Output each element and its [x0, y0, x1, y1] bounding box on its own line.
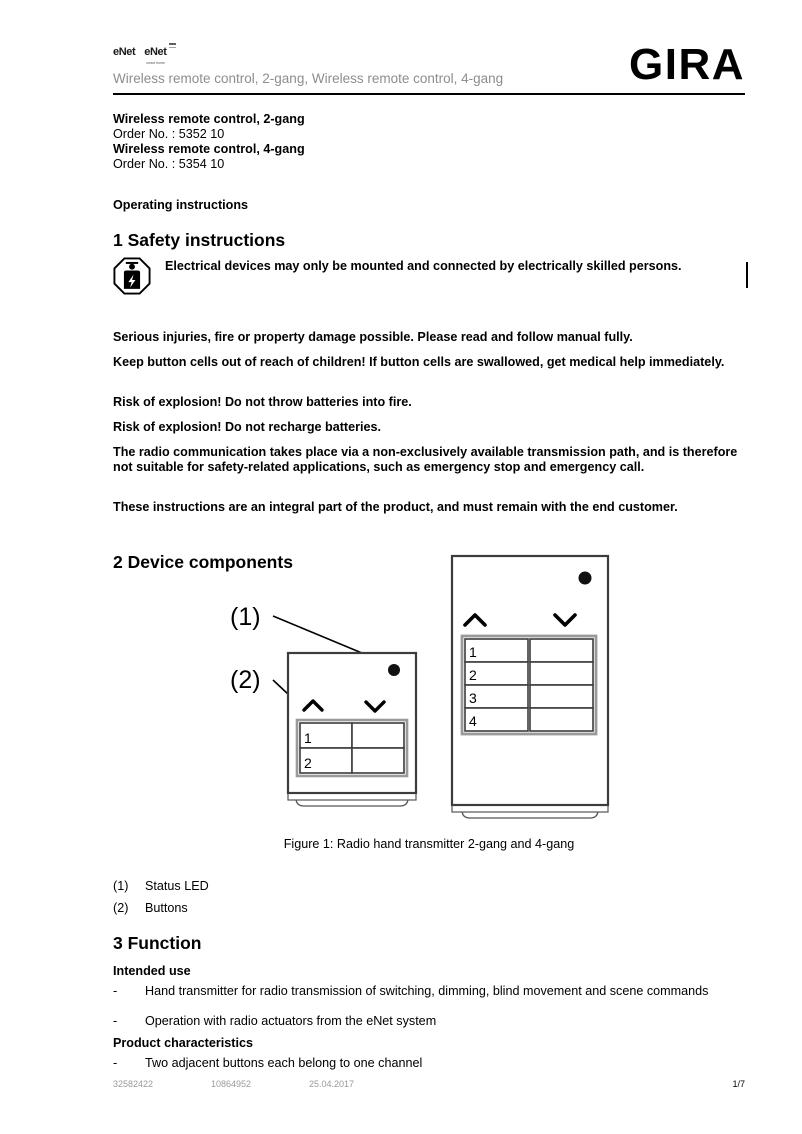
status-led-dot-2gang: [388, 664, 400, 676]
callout-label-1: (1): [230, 603, 261, 631]
safety-paragraph-5: The radio communication takes place via a non-exclusively available transmission path, and is therefore not suitable for safety-related applications, such as emergency stop and emergency call.: [113, 445, 738, 474]
figure-radio-hand-transmitters: [200, 548, 640, 833]
section-heading-device-components: 2 Device components: [113, 552, 293, 572]
callout-label-2: (2): [230, 666, 261, 694]
device-2gang-key-2-right: [352, 748, 404, 773]
device-4gang-key-label-1: 1: [469, 644, 477, 660]
legend-number-1: (1): [113, 879, 129, 893]
device-4gang-key-label-4: 4: [469, 713, 477, 729]
product-order-4gang: Order No. : 5354 10: [113, 157, 225, 171]
product-name-2gang: Wireless remote control, 2-gang: [113, 112, 305, 126]
device-2gang-key-1-right: [352, 723, 404, 748]
device-4gang-key-2-right: [530, 662, 593, 685]
list-item-text: Two adjacent buttons each belong to one channel: [145, 1056, 423, 1070]
product-name-4gang: Wireless remote control, 4-gang: [113, 142, 305, 156]
safety-hazard-block: [113, 257, 745, 295]
page-footer: [113, 1079, 745, 1093]
footer-ref-number: 10864952: [211, 1079, 252, 1089]
device-2gang-key-label-1: 1: [304, 730, 312, 746]
bullet-dash: -: [113, 984, 118, 998]
section-heading-function: 3 Function: [113, 933, 202, 953]
bullet-dash: -: [113, 1014, 118, 1028]
subheading-intended-use: Intended use: [113, 964, 191, 978]
section-heading-safety: 1 Safety instructions: [113, 230, 286, 250]
safety-paragraph-3: Risk of explosion! Do not throw batteries into fire.: [113, 395, 412, 409]
margin-change-bar: [746, 262, 748, 288]
device-2gang: [288, 653, 416, 806]
header-divider: [113, 93, 745, 95]
device-2gang-key-label-2: 2: [304, 755, 312, 771]
enet-logo-group: [113, 46, 167, 65]
legend-item-status-led: [113, 879, 413, 894]
safety-paragraph-6: These instructions are an integral part of the product, and must remain with the end customer.: [113, 500, 678, 514]
enet-logo-primary: eNet: [113, 46, 136, 58]
list-item-product-characteristics-1: [113, 1056, 745, 1072]
legend-number-2: (2): [113, 901, 129, 915]
electrician-hazard-icon: [113, 257, 151, 295]
figure-caption: Figure 1: Radio hand transmitter 2-gang and 4-gang: [283, 837, 575, 851]
product-order-2gang: Order No. : 5352 10: [113, 127, 225, 141]
page-header: [113, 40, 745, 94]
list-item-intended-use-2: [113, 1014, 745, 1030]
status-led-dot-4gang: [579, 572, 592, 585]
enet-logo-secondary-subtext: smart home: [146, 61, 166, 65]
gira-brand-logo: GIRA: [629, 40, 745, 89]
enet-logo-secondary-text: eNet: [144, 46, 167, 58]
safety-paragraph-4: Risk of explosion! Do not recharge batteries.: [113, 420, 382, 434]
device-4gang-key-1-right: [530, 639, 593, 662]
enet-logo-secondary: [144, 46, 167, 65]
safety-paragraph-1: Serious injuries, fire or property damage possible. Please read and follow manual fully.: [113, 330, 633, 344]
footer-doc-number: 32582422: [113, 1079, 154, 1089]
list-item-text: Hand transmitter for radio transmission of switching, dimming, blind movement and scene commands: [145, 984, 709, 998]
footer-date: 25.04.2017: [309, 1079, 355, 1089]
legend-item-buttons: [113, 901, 413, 916]
device-4gang-key-label-2: 2: [469, 667, 477, 683]
footer-page-number: 1/7: [732, 1079, 745, 1089]
safety-hazard-text: Electrical devices may only be mounted and connected by electrically skilled persons.: [165, 259, 682, 273]
device-4gang-key-4-right: [530, 708, 593, 731]
legend-label-1: Status LED: [145, 879, 209, 893]
device-4gang-key-3-right: [530, 685, 593, 708]
document-type-label: Operating instructions: [113, 198, 249, 212]
device-4gang: [452, 556, 608, 818]
list-item-intended-use-1: [113, 984, 745, 1000]
legend-label-2: Buttons: [145, 901, 188, 915]
device-4gang-key-label-3: 3: [469, 690, 477, 706]
safety-paragraph-2: Keep button cells out of reach of children! If button cells are swallowed, get medical help immediately.: [113, 355, 725, 369]
bullet-dash: -: [113, 1056, 118, 1070]
list-item-text: Operation with radio actuators from the eNet system: [145, 1014, 437, 1028]
subheading-product-characteristics: Product characteristics: [113, 1036, 253, 1050]
header-subtitle: Wireless remote control, 2-gang, Wireless remote control, 4-gang: [113, 71, 504, 86]
